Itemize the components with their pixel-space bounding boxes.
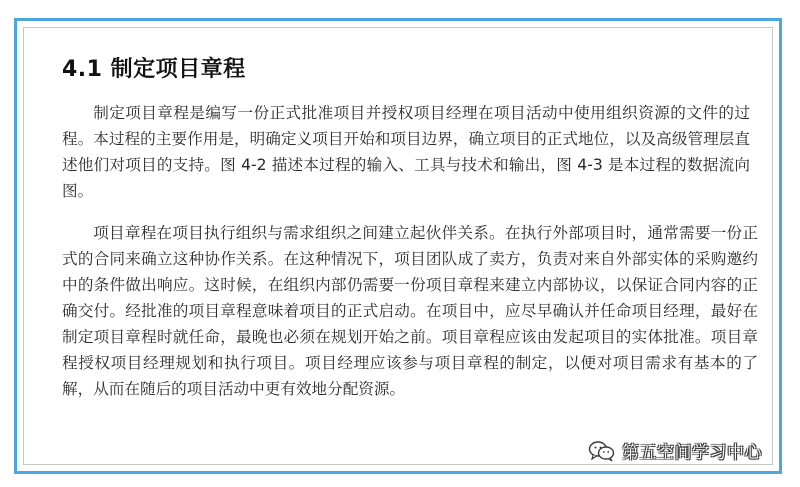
watermark [588,438,762,463]
paragraph-2: 项目章程在项目执行组织与需求组织之间建立起伙伴关系。在执行外部项目时，通常需要一份正式的合同来确立这种协作关系。在这种情况下，项目团队成了卖方，负责对来自外部实体的采购邀约中的条件做出响应。这时候，在组织内部仍需要一份项目章程来建立内部协议，以保证合同内容的正确交付。经批准的项目章程意味着项目的正式启动。在项目中，应尽早确认并任命项目经理，最好在制定项目章程时就任命，最晚也必须在规划开始之前。项目章程应该由发起项目的实体批准。项目章程授权项目经理规划和执行项目。项目经理应该参与项目章程的制定，以便对项目需求有基本的了解，从而在随后的项目活动中更有效地分配资源。 [62,224,758,398]
document-page [23,27,773,465]
section-title: 4.1 制定项目章程 [62,57,246,82]
paragraph-1: 制定项目章程是编写一份正式批准项目并授权项目经理在项目活动中使用组织资源的文件的过程。本过程的主要作用是，明确定义项目开始和项目边界，确立项目的正式地位，以及高级管理层直述他们对项目的支持。图 4-2 描述本过程的输入、工具与技术和输出，图 4-3 是本过程的数据流向图。 [62,104,750,200]
watermark-text: 第五空间学习中心 [622,443,762,463]
wechat-icon [588,440,616,462]
document-frame [14,18,782,474]
